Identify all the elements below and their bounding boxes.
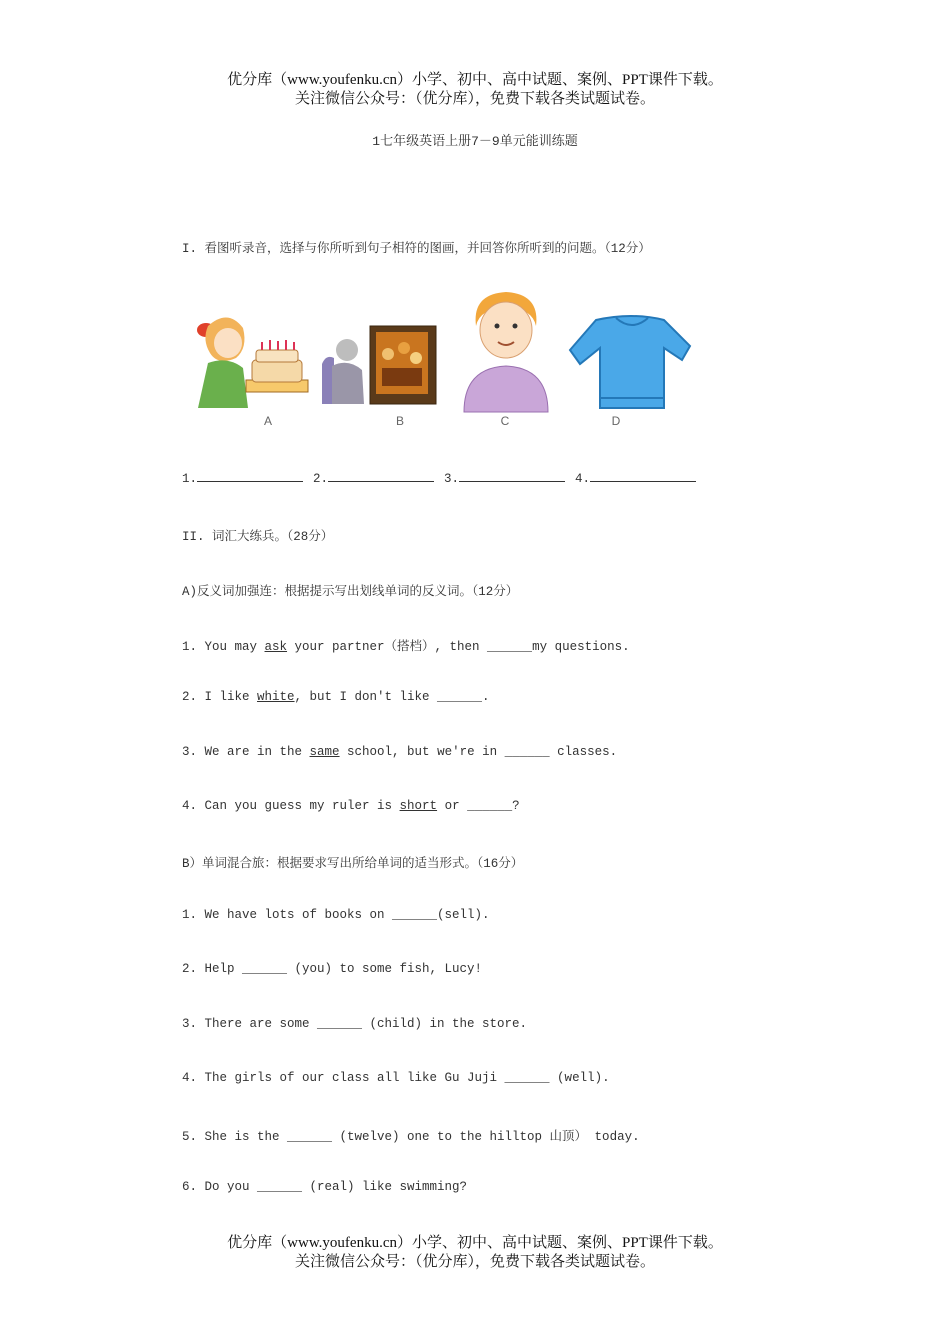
answer-blank-2[interactable] (328, 481, 434, 482)
list-item: 5. She is the ______ (twelve) one to the hilltop 山顶） today. (182, 1130, 640, 1144)
answer-blank-3[interactable] (459, 481, 565, 482)
underlined-word: ask (264, 640, 288, 654)
underlined-word: white (257, 690, 295, 704)
picture-label-b: B (395, 414, 404, 428)
underlined-word: same (309, 745, 340, 759)
picture-label-d: D (611, 414, 621, 428)
picture-label-c: C (500, 414, 510, 428)
section-1-heading: I. 看图听录音，选择与你所听到句子相符的图画，并回答你所听到的问题。（12分） (182, 242, 651, 256)
girl-birthday-cake-icon (188, 308, 313, 413)
section-2-heading: II. 词汇大练兵。（28分） (182, 530, 334, 544)
list-item: 3. There are some ______ (child) in the store. (182, 1017, 528, 1031)
picture-label-a: A (263, 414, 272, 428)
grandpa-watching-tv-icon (320, 324, 440, 412)
footer-line-2: 关注微信公众号：（优分库），免费下载各类试题试卷。 (294, 1254, 655, 1270)
answer-label-4: 4. (575, 472, 591, 486)
answer-blank-4[interactable] (590, 481, 696, 482)
list-item: 4. The girls of our class all like Gu Juji ______ (well). (182, 1071, 610, 1085)
list-item: 3. We are in the same school, but we're in ______ classes. (182, 745, 618, 759)
underlined-word: short (399, 799, 438, 813)
answer-label-2: 2. (313, 472, 329, 486)
header-line-1: 优分库（www.youfenku.cn）小学、初中、高中试题、案例、PPT课件下载。 (227, 72, 723, 88)
list-item: 1. We have lots of books on ______(sell). (182, 908, 490, 922)
list-item: 2. Help ______ (you) to some fish, Lucy! (182, 962, 483, 976)
footer-line-1: 优分库（www.youfenku.cn）小学、初中、高中试题、案例、PPT课件下载。 (227, 1235, 723, 1251)
answer-label-3: 3. (444, 472, 460, 486)
answer-label-1: 1. (182, 472, 198, 486)
list-item: 2. I like white, but I don't like ______. (182, 690, 490, 704)
part-b-heading: B）单词混合旅：根据要求写出所给单词的适当形式。（16分） (182, 857, 524, 871)
part-a-heading: A)反义词加强连：根据提示写出划线单词的反义词。（12分） (182, 585, 519, 599)
boy-portrait-icon (458, 286, 554, 414)
list-item: 1. You may ask your partner（搭档）, then ______my questions. (182, 640, 630, 654)
list-item: 6. Do you ______ (real) like swimming? (182, 1180, 468, 1194)
list-item: 4. Can you guess my ruler is short or ______? (182, 799, 520, 813)
answer-blank-1[interactable] (197, 481, 303, 482)
doc-title: 1七年级英语上册7－9单元能训练题 (372, 134, 578, 149)
picture-row (188, 286, 708, 436)
header-line-2: 关注微信公众号：（优分库），免费下载各类试题试卷。 (294, 91, 655, 107)
blue-sweater-icon (566, 310, 698, 414)
answer-row (182, 472, 696, 486)
